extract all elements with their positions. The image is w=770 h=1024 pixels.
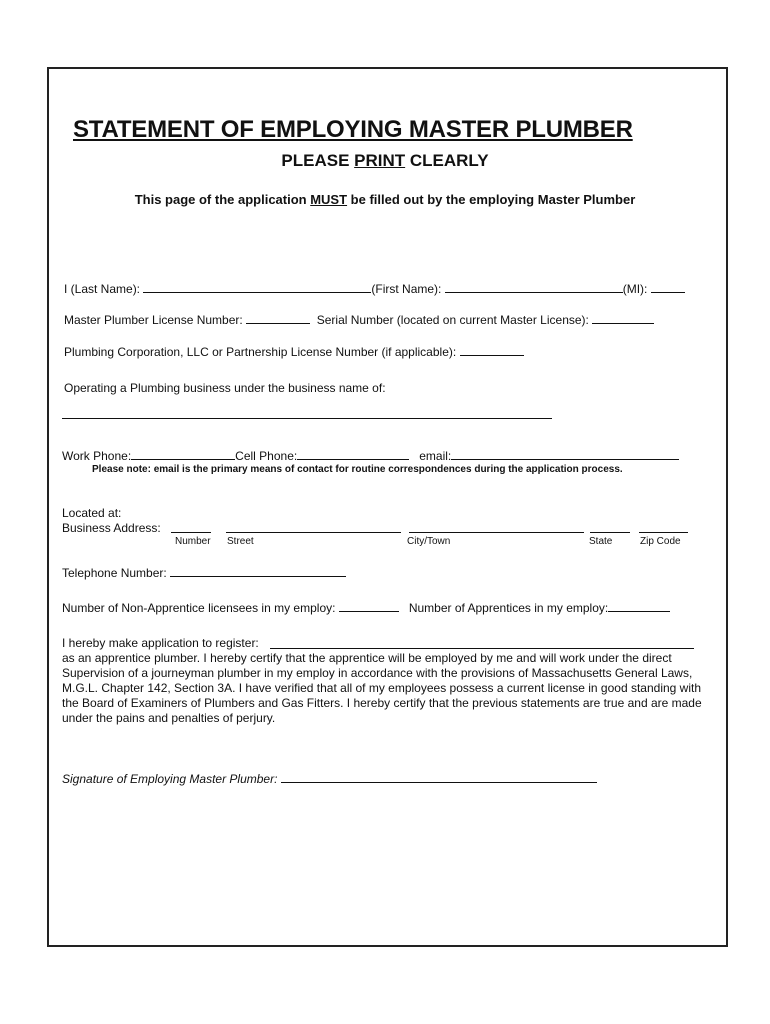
address-state-caption: State [589,536,613,547]
first-name-label: (First Name): [371,282,442,296]
signature-row [62,771,597,786]
business-name-field[interactable] [62,418,552,419]
certification-text: as an apprentice plumber. I hereby certify that the apprentice will be employed by me and will work under the direct Supervision of a journeyman plumber in my employ in accordance with the provisions of Massachusetts General Laws, M.G.L. Chapter 142, Section 3A. I have verified that all of my employees possess a current license in good standing with the Board of Examiners of Plumbers and Gas Fitters. I hereby certify that the previous statements are true and are made under the pains and penalties of perjury. [62,651,702,725]
instruction-post: be filled out by the employing Master Plumber [347,192,636,207]
corp-license-row [64,344,524,359]
serial-number-label: Serial Number (located on current Master License): [316,313,589,327]
subtitle-pre: PLEASE [281,151,355,170]
signature-field[interactable] [281,771,597,783]
last-name-label: I (Last Name): [64,282,141,296]
signature-label: Signature of Employing Master Plumber: [62,772,278,786]
telephone-field[interactable] [170,565,346,577]
corp-license-field[interactable] [460,344,524,356]
instruction-pre: This page of the application [134,192,311,207]
work-phone-field[interactable] [131,448,235,460]
business-name-label: Operating a Plumbing business under the business name of: [64,381,386,395]
address-city-caption: City/Town [407,536,451,547]
mi-label: (MI): [622,282,648,296]
address-street-field[interactable] [226,532,401,533]
address-street-caption: Street [227,536,254,547]
cell-phone-field[interactable] [297,448,409,460]
address-zip-field[interactable] [639,532,688,533]
apprentices-field[interactable] [608,600,670,612]
address-number-caption: Number [175,536,211,547]
first-name-field[interactable] [445,281,623,293]
subtitle-emphasis: PRINT [354,151,406,170]
subtitle-post: CLEARLY [405,151,489,170]
telephone-row [62,565,346,580]
employees-row [62,600,670,615]
phone-row [62,448,679,463]
apprentices-label: Number of Apprentices in my employ: [408,601,609,615]
located-at-label: Located at: [62,506,122,520]
mi-field[interactable] [651,281,685,293]
corp-license-label: Plumbing Corporation, LLC or Partnership License Number (if applicable): [64,345,457,359]
serial-number-field[interactable] [592,312,654,324]
non-apprentice-label: Number of Non-Apprentice licensees in my employ: [62,601,336,615]
address-state-field[interactable] [590,532,630,533]
last-name-field[interactable] [143,281,371,293]
email-note: Please note: email is the primary means of contact for routine correspondences during the application process. [92,464,623,475]
telephone-label: Telephone Number: [62,566,167,580]
address-number-field[interactable] [171,532,211,533]
work-phone-label: Work Phone: [62,449,132,463]
address-zip-caption: Zip Code [640,536,681,547]
name-row [64,281,685,296]
register-label: I hereby make application to register: [62,636,259,650]
subtitle [0,151,770,171]
cell-phone-label: Cell Phone: [235,449,298,463]
instruction-emphasis: MUST [310,192,348,207]
license-number-field[interactable] [246,312,310,324]
non-apprentice-field[interactable] [339,600,399,612]
business-address-label: Business Address: [62,521,161,535]
email-field[interactable] [451,448,679,460]
email-label: email: [419,449,452,463]
address-city-field[interactable] [409,532,584,533]
form-title: STATEMENT OF EMPLOYING MASTER PLUMBER [73,116,633,143]
register-field[interactable] [270,648,694,649]
license-row [64,312,654,327]
instruction [0,192,770,207]
license-number-label: Master Plumber License Number: [64,313,243,327]
